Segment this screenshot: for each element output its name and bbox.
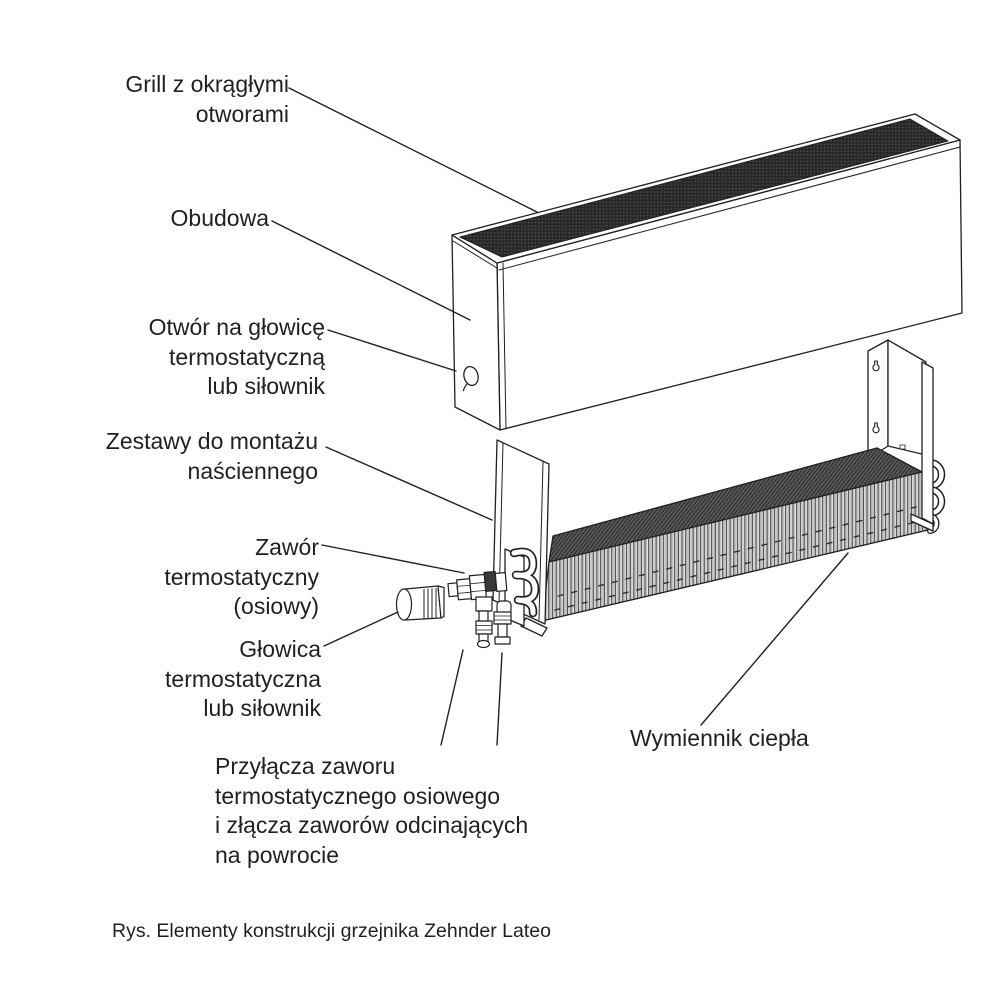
label-line: termostatyczną: [169, 343, 325, 370]
label-line: na powrocie: [215, 841, 340, 868]
label-glowica-termostatyczna: [165, 635, 321, 724]
label-line: termostatyczna: [165, 665, 321, 692]
label-line: Głowica: [239, 636, 321, 662]
bracket-clip-detail: [900, 445, 905, 449]
label-obudowa: [171, 204, 269, 234]
thermostatic-head: [397, 586, 445, 620]
label-zawor-termostatyczny: [164, 533, 319, 622]
label-wymiennik-ciepla: [630, 724, 809, 754]
heat-exchanger: [542, 445, 928, 621]
valve-connection-stub-left: [476, 597, 492, 648]
label-line: naściennego: [187, 457, 318, 484]
label-line: Przyłącza zaworu: [215, 753, 396, 779]
valve-hex-nut: [457, 579, 472, 600]
label-line: otworami: [195, 100, 289, 127]
label-line: Grill z okrągłymi: [125, 71, 289, 97]
leader-line-glowica: [324, 612, 398, 646]
bracket-right-front-plate: [868, 340, 888, 459]
label-przylacza: [215, 752, 528, 870]
leader-line-zestawy: [326, 447, 492, 520]
valve-body: [469, 574, 486, 599]
label-line: lub siłownik: [207, 373, 325, 399]
head-end-cap: [397, 589, 412, 620]
valve-connection-stub-right: [494, 601, 511, 644]
leader-line-grill: [289, 88, 537, 212]
leader-line-obudowa: [272, 221, 470, 320]
label-line: Otwór na głowicę: [148, 314, 325, 340]
label-grill: [125, 70, 289, 129]
valve-neck: [495, 573, 507, 592]
leader-line-przylacza-2: [497, 653, 502, 745]
label-line: Zawór: [255, 534, 319, 560]
thermostatic-valve: [447, 571, 511, 648]
label-line: termostatyczny: [164, 563, 319, 590]
label-line: termostatycznego osiowego: [215, 782, 501, 809]
label-line: i złącza zaworów odcinających: [215, 812, 529, 838]
label-line: Obudowa: [170, 205, 269, 231]
label-line: Zestawy do montażu: [105, 428, 318, 454]
bracket-right-front-strip: [922, 362, 933, 524]
leader-line-przylacza-1: [441, 650, 463, 745]
leader-line-otwor: [328, 330, 456, 371]
wall-bracket-right: [868, 340, 926, 459]
label-zestawy-montazowe: [106, 427, 318, 486]
casing-left-face: [452, 235, 500, 430]
label-line: lub siłownik: [203, 695, 321, 721]
label-otwor-na-glowice: [149, 313, 325, 402]
bracket-right-side-plate: [888, 340, 926, 455]
label-line: Wymiennik ciepła: [630, 725, 809, 751]
figure-caption: Rys. Elementy konstrukcji grzejnika Zehnder Lateo: [112, 920, 551, 942]
leader-line-zawor: [322, 545, 464, 573]
label-line: (osiowy): [233, 593, 319, 619]
